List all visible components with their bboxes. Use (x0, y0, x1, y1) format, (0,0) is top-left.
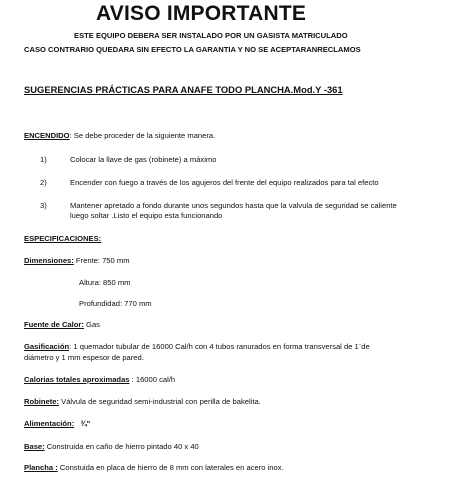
encendido-text: : Se debe proceder de la siguiente manera. (69, 131, 216, 140)
step-number: 1) (40, 155, 47, 164)
plancha-value: Constuida en placa de hierro de 8 mm con laterales en acero inox. (57, 463, 284, 472)
fuente-value: Gas (83, 320, 100, 329)
gasificacion-label: Gasificación (24, 342, 70, 351)
fuente-label: Fuente de Calor: (24, 320, 84, 329)
altura-value: Altura: 850 mm (79, 278, 131, 287)
plancha-label: Plancha : (24, 463, 58, 472)
encendido-paragraph (24, 131, 215, 141)
robinete-value: Válvula de seguridad semi-industrial con perilla de bakelita. (59, 397, 261, 406)
document-subtitle: SUGERENCIAS PRÁCTICAS PARA ANAFE TODO PLANCHA.Mod.Y -361 (24, 84, 343, 95)
gasificacion-row (24, 342, 370, 352)
page-title: AVISO IMPORTANTE (96, 2, 307, 25)
step-text: Mantener apretado a fondo durante unos segundos hasta que la valvula de seguridad se caliente (70, 201, 397, 210)
calorias-row (24, 375, 175, 385)
dimensiones-label: Dimensiones: (24, 256, 74, 265)
robinete-label: Robinete: (24, 397, 60, 406)
dimensiones-row (24, 256, 130, 266)
step-text: Encender con fuego a través de los agujeros del frente del equipo realizados para tal efecto (70, 178, 379, 187)
warning-line-1: ESTE EQUIPO DEBERA SER INSTALADO POR UN GASISTA MATRICULADO (74, 31, 348, 40)
base-value: Construida en caño de hierro pintado 40 x 40 (44, 442, 199, 451)
encendido-label: ENCENDIDO (24, 131, 70, 140)
step-3 (40, 201, 397, 211)
step-1 (40, 155, 216, 165)
alimentacion-label: Alimentación: (24, 419, 75, 428)
step-number: 3) (40, 201, 47, 210)
alimentacion-value: ¾" (80, 419, 91, 428)
base-row (24, 442, 199, 452)
base-label: Base: (24, 442, 45, 451)
profundidad-value: Profundidad: 770 mm (79, 299, 152, 308)
step-2 (40, 178, 379, 188)
fuente-row (24, 320, 100, 330)
especificaciones-heading: ESPECIFICACIONES: (24, 234, 102, 243)
gasificacion-value: : 1 quemador tubular de 16000 Cal/h con 4 tubos ranurados en forma transversal de 1¨de (69, 342, 370, 351)
frente-value: Frente: 750 mm (75, 256, 130, 265)
robinete-row (24, 397, 261, 407)
calorias-value: : 16000 cal/h (129, 375, 176, 384)
warning-line-2: CASO CONTRARIO QUEDARA SIN EFECTO LA GARANTIA Y NO SE ACEPTARANRECLAMOS (24, 45, 361, 54)
step-3-continuation: luego soltar .Listo el equipo esta funcionando (70, 211, 223, 220)
step-number: 2) (40, 178, 47, 187)
plancha-row (24, 463, 284, 473)
step-text: Colocar la llave de gas (robinete) a máximo (70, 155, 217, 164)
alimentacion-row (24, 419, 90, 429)
gasificacion-continuation: diámetro y 1 mm espesor de pared. (24, 353, 144, 362)
calorias-label: Calorias totales aproximadas (24, 375, 130, 384)
